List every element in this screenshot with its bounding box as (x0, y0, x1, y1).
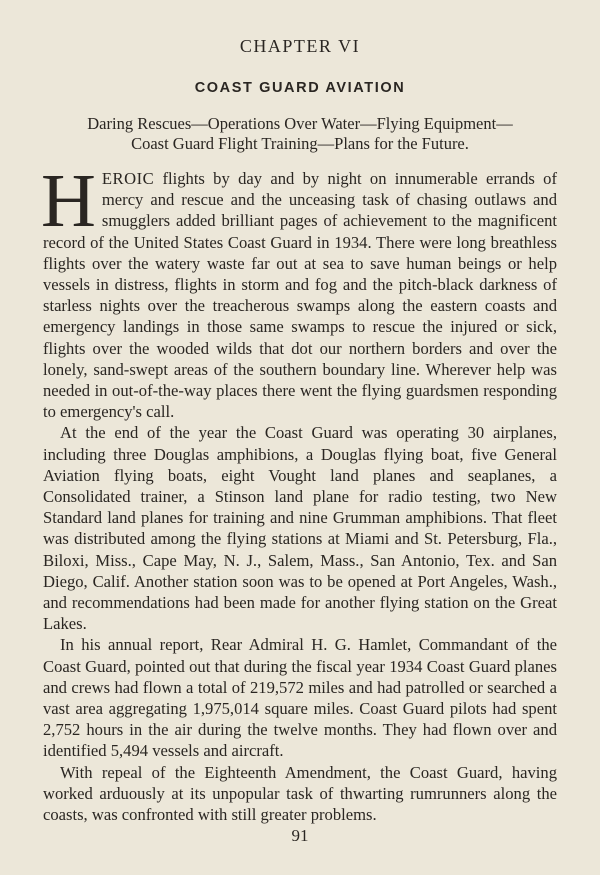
page-number: 91 (291, 826, 309, 845)
subtitle-line-2: Coast Guard Flight Training—Plans for the Future. (131, 134, 469, 153)
chapter-title: COAST GUARD AVIATION (194, 80, 406, 96)
body-text (41, 159, 557, 825)
paragraph-4: With repeal of the Eighteenth Amendment, the Coast Guard, having worked arduously at its unpopular task of thwarting rumrunners along the coasts, was confronted with still greater problems. (43, 762, 557, 825)
chapter-heading: CHAPTER VI (239, 36, 361, 56)
drop-cap: H (41, 159, 96, 243)
paragraph-3: In his annual report, Rear Admiral H. G. Hamlet, Commandant of the Coast Guard, pointed out that during the fiscal year 1934 Coast Guard planes and crews had flown a total of 219,572 miles and had patrolled or searched a vast area aggregating 1,975,014 square miles. Coast Guard pilots had spent 2,752 hours in the air during the twelve months. They had flown over and identified 5,494 vessels and aircraft. (43, 635, 557, 761)
paragraph-2: At the end of the year the Coast Guard was operating 30 airplanes, including three Douglas amphibions, a Douglas flying boat, five General Aviation flying boats, eight Vought land planes and seaplanes, a Consolidated trainer, a Stinson land plane for radio testing, two New Standard land planes for training and nine Grumman amphibions. That fleet was distributed among the flying stations at Miami and St. Petersburg, Fla., Biloxi, Miss., Cape May, N. J., Salem, Mass., San Antonio, Tex. and San Diego, Calif. Another station soon was to be opened at Port Angeles, Wash., and recommendations had been made for another flying station on the Great Lakes. (43, 423, 557, 634)
paragraph-1-text: flights by day and by night on innumerable errands of mercy and rescue and the unceasing task of chasing outlaws and smugglers added brilliant pages of achievement to the magnificent record of the United States Coast Guard in 1934. There were long breathless flights over the watery waste far out at sea to save human beings or help vessels in distress, flights in storm and fog and the pitch-black darkness of starless nights over the treacherous swamps along the eastern coasts and emergency landings in those same swamps to rescue the injured or sick, flights over the wooded wilds that dot our northern borders and over the lonely, sand-swept areas of the southern boundary line. Wherever help was needed in out-of-the-way places there went the flying guardsmen responding to emergency's call. (43, 169, 557, 422)
paragraph-1 (41, 159, 557, 422)
subtitle-line-1: Daring Rescues—Operations Over Water—Flying Equipment— (87, 114, 513, 133)
opening-word: EROIC (101, 169, 155, 188)
chapter-subtitle (43, 114, 557, 154)
